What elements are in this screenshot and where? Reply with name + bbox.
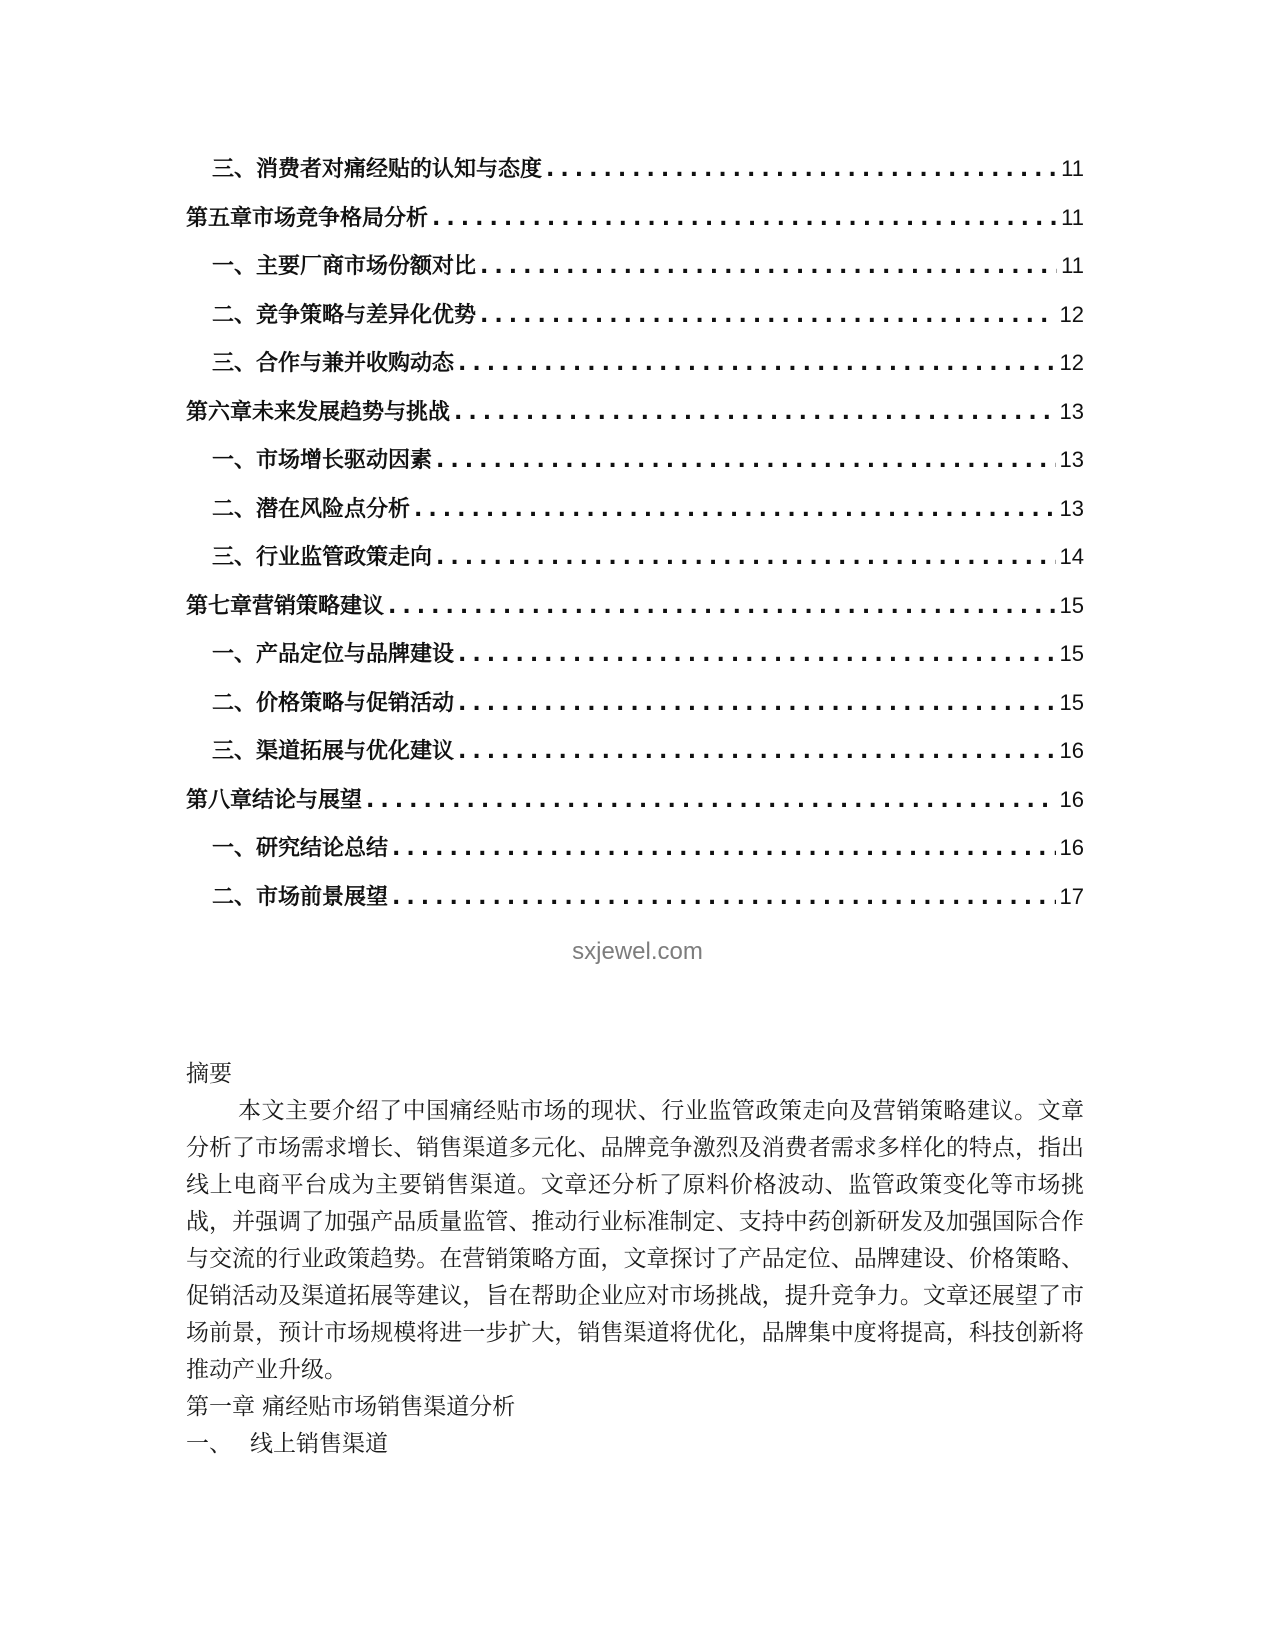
toc-entry-page: 15 bbox=[1059, 592, 1084, 618]
toc-entry[interactable] bbox=[186, 485, 1084, 534]
toc-entry[interactable] bbox=[186, 339, 1084, 388]
toc-leader-dots bbox=[392, 825, 1055, 874]
toc-entry-number: 二、 bbox=[212, 884, 257, 910]
toc-leader-dots bbox=[392, 874, 1055, 923]
toc-entry-title: 市场竞争格局分析 bbox=[252, 205, 429, 231]
toc-leader-dots bbox=[458, 728, 1055, 777]
section-number: 一、 bbox=[186, 1431, 232, 1457]
toc-leader-dots bbox=[366, 777, 1055, 826]
toc-entry-number: 二、 bbox=[212, 690, 257, 716]
toc-entry-number: 第七章 bbox=[186, 593, 253, 619]
toc-entry-title: 研究结论总结 bbox=[256, 836, 389, 861]
toc-leader-dots bbox=[480, 292, 1055, 341]
toc-entry-number: 第六章 bbox=[186, 399, 253, 425]
toc-entry[interactable] bbox=[186, 582, 1084, 631]
toc-leader-dots bbox=[458, 680, 1055, 729]
toc-entry-title: 结论与展望 bbox=[252, 787, 363, 813]
toc-entry-page: 15 bbox=[1059, 689, 1084, 715]
toc-entry[interactable] bbox=[186, 630, 1084, 679]
toc-entry-page: 12 bbox=[1059, 301, 1084, 327]
toc-entry-title: 市场前景展望 bbox=[256, 884, 389, 910]
toc-entry-page: 11 bbox=[1061, 204, 1084, 230]
toc-entry-number: 一、 bbox=[212, 836, 257, 861]
toc-entry-title: 价格策略与促销活动 bbox=[256, 690, 455, 716]
toc-entry[interactable] bbox=[186, 873, 1084, 922]
toc-entry[interactable] bbox=[186, 436, 1084, 485]
toc-entry-number: 三、 bbox=[212, 545, 257, 570]
toc-leader-dots bbox=[480, 243, 1057, 292]
toc-leader-dots bbox=[388, 583, 1055, 632]
toc-entry-title: 未来发展趋势与挑战 bbox=[252, 399, 451, 425]
toc-entry-number: 二、 bbox=[212, 496, 257, 522]
toc-entry-page: 14 bbox=[1059, 544, 1084, 569]
toc-entry-page: 13 bbox=[1059, 398, 1084, 424]
toc-entry-page: 13 bbox=[1059, 447, 1084, 472]
toc-leader-dots bbox=[436, 534, 1055, 583]
toc-entry-title: 市场增长驱动因素 bbox=[256, 448, 433, 473]
toc-leader-dots bbox=[458, 340, 1055, 389]
toc-entry[interactable] bbox=[186, 727, 1084, 776]
toc-entry-title: 合作与兼并收购动态 bbox=[256, 351, 455, 376]
toc-entry-title: 渠道拓展与优化建议 bbox=[256, 739, 455, 764]
toc-entry-page: 16 bbox=[1059, 835, 1084, 860]
toc-entry-title: 产品定位与品牌建设 bbox=[256, 642, 455, 667]
toc-entry-page: 17 bbox=[1059, 883, 1084, 909]
toc-entry-title: 消费者对痛经贴的认知与态度 bbox=[256, 157, 543, 182]
toc-leader-dots bbox=[432, 195, 1057, 244]
toc-entry-number: 二、 bbox=[212, 302, 257, 328]
toc-entry-title: 竞争策略与差异化优势 bbox=[256, 302, 477, 328]
toc-entry-page: 13 bbox=[1059, 495, 1084, 521]
watermark-text: sxjewel.com bbox=[572, 938, 703, 965]
toc-leader-dots bbox=[458, 631, 1055, 680]
toc-entry[interactable] bbox=[186, 824, 1084, 873]
abstract-heading: 摘要 bbox=[186, 1061, 232, 1087]
section-title: 线上销售渠道 bbox=[250, 1431, 388, 1457]
toc-leader-dots bbox=[546, 146, 1057, 195]
toc-entry[interactable] bbox=[186, 776, 1084, 825]
section-heading bbox=[186, 1426, 1084, 1463]
toc-entry-number: 一、 bbox=[212, 642, 257, 667]
toc-entry-number: 第五章 bbox=[186, 205, 253, 231]
toc-entry-title: 行业监管政策走向 bbox=[256, 545, 433, 570]
toc-leader-dots bbox=[414, 486, 1055, 535]
toc-entry-number: 第八章 bbox=[186, 787, 253, 813]
toc-entry[interactable] bbox=[186, 145, 1084, 194]
toc-entry[interactable] bbox=[186, 679, 1084, 728]
toc-entry[interactable] bbox=[186, 242, 1084, 291]
toc-entry-page: 16 bbox=[1059, 738, 1084, 763]
toc-entry-title: 潜在风险点分析 bbox=[256, 496, 411, 522]
toc-leader-dots bbox=[454, 389, 1055, 438]
toc-entry[interactable] bbox=[186, 533, 1084, 582]
toc-entry-page: 12 bbox=[1059, 350, 1084, 375]
toc-entry[interactable] bbox=[186, 291, 1084, 340]
toc-leader-dots bbox=[436, 437, 1055, 486]
table-of-contents bbox=[186, 145, 1084, 921]
toc-entry-title: 营销策略建议 bbox=[252, 593, 385, 619]
toc-entry[interactable] bbox=[186, 388, 1084, 437]
chapter-heading: 第一章 痛经贴市场销售渠道分析 bbox=[186, 1394, 516, 1420]
toc-entry-page: 11 bbox=[1061, 253, 1084, 278]
toc-entry-number: 三、 bbox=[212, 351, 257, 376]
toc-entry[interactable] bbox=[186, 194, 1084, 243]
toc-entry-title: 主要厂商市场份额对比 bbox=[256, 254, 477, 279]
toc-entry-number: 一、 bbox=[212, 254, 257, 279]
toc-entry-page: 15 bbox=[1059, 641, 1084, 666]
toc-entry-page: 16 bbox=[1059, 786, 1084, 812]
toc-entry-number: 一、 bbox=[212, 448, 257, 473]
toc-entry-number: 三、 bbox=[212, 157, 257, 182]
abstract-paragraph: 本文主要介绍了中国痛经贴市场的现状、行业监管政策走向及营销策略建议。文章分析了市场需求增长、销售渠道多元化、品牌竞争激烈及消费者需求多样化的特点，指出线上电商平台成为主要销售渠道。文章还分析了原料价格波动、监管政策变化等市场挑战，并强调了加强产品质量监管、推动行业标准制定、支持中药创新研发及加强国际合作与交流的行业政策趋势。在营销策略方面，文章探讨了产品定位、品牌建设、价格策略、促销活动及渠道拓展等建议，旨在帮助企业应对市场挑战，提升竞争力。文章还展望了市场前景，预计市场规模将进一步扩大，销售渠道将优化，品牌集中度将提高，科技创新将推动产业升级。 bbox=[186, 1098, 1084, 1383]
toc-entry-number: 三、 bbox=[212, 739, 257, 764]
toc-entry-page: 11 bbox=[1061, 156, 1084, 181]
